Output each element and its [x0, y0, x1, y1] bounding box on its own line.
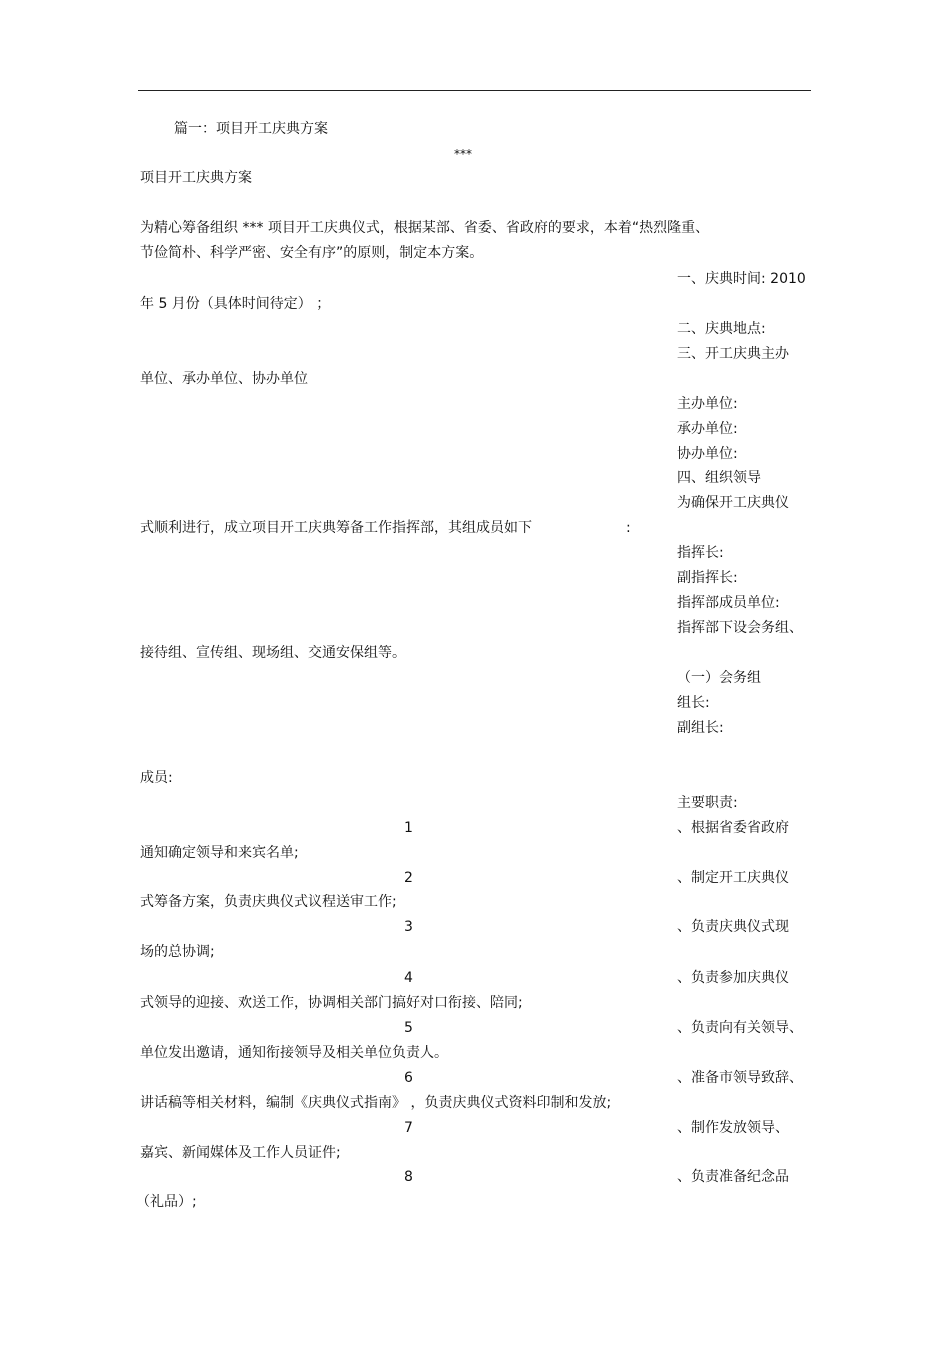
group-members-label: 成员:: [140, 770, 173, 786]
duty-text-right: 、负责庆典仪式现: [677, 919, 789, 935]
duty-text-right: 、负责参加庆典仪: [677, 970, 789, 986]
duty-text-left: 单位发出邀请，通知衔接领导及相关单位负责人。: [140, 1045, 448, 1061]
group-leader-label: 组长:: [677, 695, 710, 711]
section-1-time-detail: 年 5 月份（具体时间待定） ；: [140, 296, 331, 312]
section-1-time-heading: 一、庆典时间: 2010: [677, 271, 806, 287]
organizer-unit-label: 承办单位:: [677, 421, 738, 437]
duty-number: 3: [404, 919, 413, 935]
intro-line-1: 为精心筹备组织 *** 项目开工庆典仪式，根据某部、省委、省政府的要求，本着“热烈隆重、: [140, 220, 710, 236]
duty-number: 1: [404, 820, 413, 836]
host-unit-label: 主办单位:: [677, 396, 738, 412]
vice-commander-label: 副指挥长:: [677, 570, 738, 586]
duty-number: 2: [404, 870, 413, 886]
duty-text-left: 式领导的迎接、欢送工作，协调相关部门搞好对口衔接、陪同;: [140, 995, 523, 1011]
section-4-leadership-heading: 四、组织领导: [677, 470, 761, 486]
duty-number: 5: [404, 1020, 413, 1036]
duty-text-left: 场的总协调;: [140, 944, 215, 960]
section-4-intro-left: 式顺利进行，成立项目开工庆典筹备工作指挥部，其组成员如下: [140, 520, 532, 536]
duty-text-left: 嘉宾、新闻媒体及工作人员证件;: [140, 1145, 341, 1161]
duty-text-left: 式筹备方案，负责庆典仪式议程送审工作;: [140, 894, 397, 910]
duty-text-left: 通知确定领导和来宾名单;: [140, 845, 299, 861]
section-3-units-detail: 单位、承办单位、协办单位: [140, 371, 308, 387]
duty-text-right: 、准备市领导致辞、: [677, 1070, 803, 1086]
commander-label: 指挥长:: [677, 545, 724, 561]
groups-line-left: 接待组、宣传组、现场组、交通安保组等。: [140, 645, 406, 661]
group-vice-leader-label: 副组长:: [677, 720, 724, 736]
section-2-venue-heading: 二、庆典地点:: [677, 321, 766, 337]
coorganizer-unit-label: 协办单位:: [677, 446, 738, 462]
duty-number: 8: [404, 1169, 413, 1185]
section-heading: 篇一：项目开工庆典方案: [174, 121, 328, 137]
stars-marker: ***: [454, 147, 472, 161]
duty-text-right: 、根据省委省政府: [677, 820, 789, 836]
duty-text-right: 、制作发放领导、: [677, 1120, 789, 1136]
duty-text-left: （礼品）;: [136, 1194, 197, 1210]
duty-text-right: 、负责向有关领导、: [677, 1020, 803, 1036]
document-title: 项目开工庆典方案: [140, 170, 252, 186]
groups-line-right: 指挥部下设会务组、: [677, 620, 803, 636]
duty-number: 4: [404, 970, 413, 986]
duty-number: 6: [404, 1070, 413, 1086]
header-rule: [138, 90, 811, 91]
duties-label: 主要职责:: [677, 795, 738, 811]
section-4-intro-right: 为确保开工庆典仪: [677, 495, 789, 511]
section-4-colon: :: [626, 520, 631, 536]
duty-text-left: 讲话稿等相关材料，编制《庆典仪式指南》 ，负责庆典仪式资料印制和发放;: [140, 1095, 612, 1111]
duty-text-right: 、制定开工庆典仪: [677, 870, 789, 886]
duty-text-right: 、负责准备纪念品: [677, 1169, 789, 1185]
member-units-label: 指挥部成员单位:: [677, 595, 780, 611]
duty-number: 7: [404, 1120, 413, 1136]
group-1-title: （一）会务组: [677, 670, 761, 686]
section-3-units-heading: 三、开工庆典主办: [677, 346, 789, 362]
intro-line-2: 节俭简朴、科学严密、安全有序”的原则，制定本方案。: [140, 245, 484, 261]
